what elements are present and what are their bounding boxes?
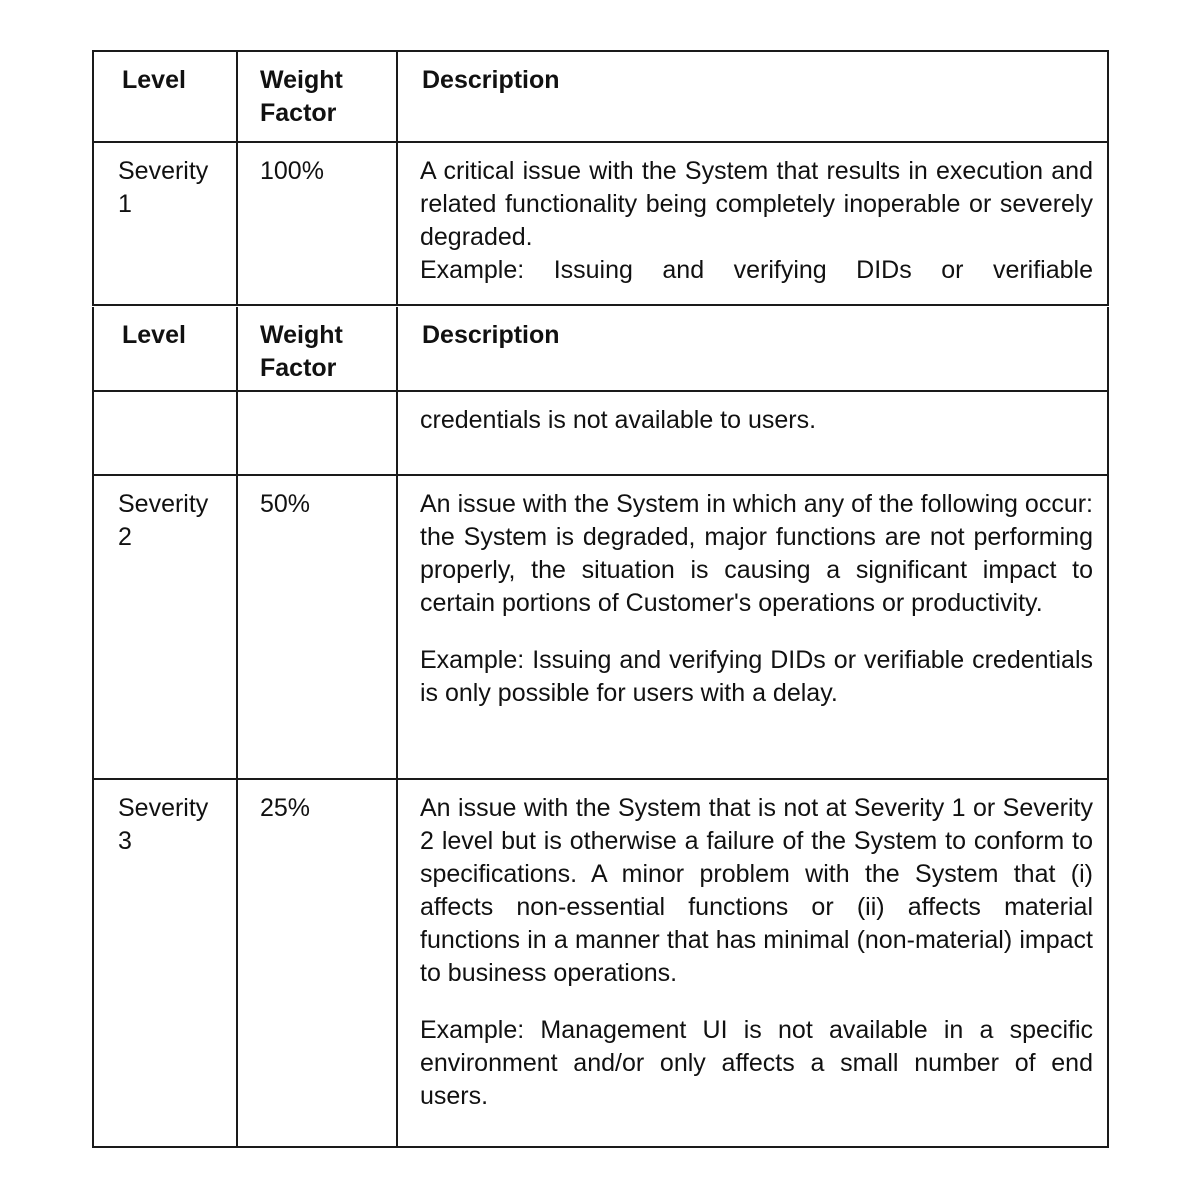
severity-table-part-2 — [92, 307, 1109, 1148]
table-row-severity-1 — [93, 142, 1108, 305]
level-cell: Severity 1 — [93, 142, 237, 305]
description-cell — [397, 779, 1108, 1147]
header-description: Description — [397, 51, 1108, 142]
example-text: Example: Issuing and verifying DIDs or verifiable — [420, 256, 1093, 284]
example-text-continued: credentials is not available to users. — [420, 406, 817, 434]
header-level: Level — [93, 51, 237, 142]
example-text: Example: Issuing and verifying DIDs or verifiable credentials is only possible for users with a delay. — [420, 646, 1093, 707]
header-level: Level — [93, 307, 237, 391]
level-cell: Severity 2 — [93, 475, 237, 779]
severity-table-part-1 — [92, 50, 1109, 306]
table-header-row-repeated — [93, 307, 1108, 391]
header-weight-factor: Weight Factor — [237, 307, 397, 391]
description-cell — [397, 475, 1108, 779]
description-cell — [397, 391, 1108, 475]
weight-cell: 25% — [237, 779, 397, 1147]
weight-cell: 50% — [237, 475, 397, 779]
example-text: Example: Management UI is not available in a specific environment and/or only affects a small number of end users. — [420, 1016, 1093, 1110]
level-cell: Severity 3 — [93, 779, 237, 1147]
table-row-severity-1-continued — [93, 391, 1108, 475]
description-text: An issue with the System that is not at Severity 1 or Severity 2 level but is otherwise a failure of the System to conform to specifications. A minor problem with the System that (i) affects non-essential functions or (ii) affects material functions in a manner that has minimal (non-material) impact to business operations. — [420, 794, 1093, 987]
table-row-severity-3 — [93, 779, 1108, 1147]
table-row-severity-2 — [93, 475, 1108, 779]
description-text: A critical issue with the System that results in execution and related functionality being completely inoperable or severely degraded. — [420, 157, 1093, 251]
weight-cell-empty — [237, 391, 397, 475]
table-header-row — [93, 51, 1108, 142]
description-text: An issue with the System in which any of the following occur: the System is degraded, major functions are not performing properly, the situation is causing a significant impact to certain portions of Customer's operations or productivity. — [420, 490, 1093, 617]
description-cell — [397, 142, 1108, 305]
header-description: Description — [397, 307, 1108, 391]
level-cell-empty — [93, 391, 237, 475]
weight-cell: 100% — [237, 142, 397, 305]
header-weight-factor: Weight Factor — [237, 51, 397, 142]
